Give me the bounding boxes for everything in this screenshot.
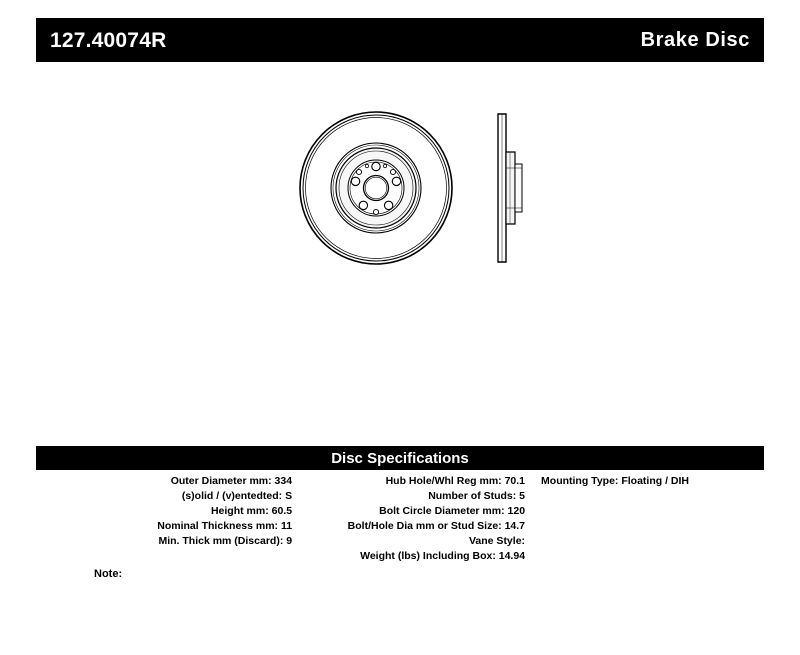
spec-title: Disc Specifications xyxy=(331,449,469,467)
spec-row: Min. Thick mm (Discard): 9 xyxy=(158,535,293,547)
product-drawing xyxy=(36,80,764,410)
spec-row: Mounting Type: Floating / DIH xyxy=(541,475,689,487)
spec-row: Weight (lbs) Including Box: 14.94 xyxy=(360,550,526,562)
spec-row: Bolt/Hole Dia mm or Stud Size: 14.7 xyxy=(347,520,526,532)
spec-title-bar xyxy=(36,446,764,470)
spec-table xyxy=(36,474,764,564)
spec-row: Hub Hole/Whl Reg mm: 70.1 xyxy=(385,475,526,487)
rotor-edge-view xyxy=(498,114,522,262)
note-label: Note: xyxy=(94,568,123,580)
spec-row: Outer Diameter mm: 334 xyxy=(170,475,293,487)
spec-row: Nominal Thickness mm: 11 xyxy=(157,520,293,532)
part-number: 127.40074R xyxy=(50,28,167,52)
spec-row: (s)olid / (v)entedted: S xyxy=(181,490,293,502)
spec-column-right xyxy=(531,474,764,489)
spec-row: Vane Style: xyxy=(469,535,526,547)
header-bar xyxy=(36,18,764,62)
spec-column-left xyxy=(36,474,298,549)
product-type-label: Brake Disc xyxy=(640,29,750,51)
note-block xyxy=(36,568,764,580)
spec-row: Height mm: 60.5 xyxy=(210,505,293,517)
spec-row: Number of Studs: 5 xyxy=(428,490,526,502)
spec-row: Bolt Circle Diameter mm: 120 xyxy=(379,505,526,517)
spec-column-middle xyxy=(298,474,531,564)
rotor-face-view xyxy=(300,112,452,264)
